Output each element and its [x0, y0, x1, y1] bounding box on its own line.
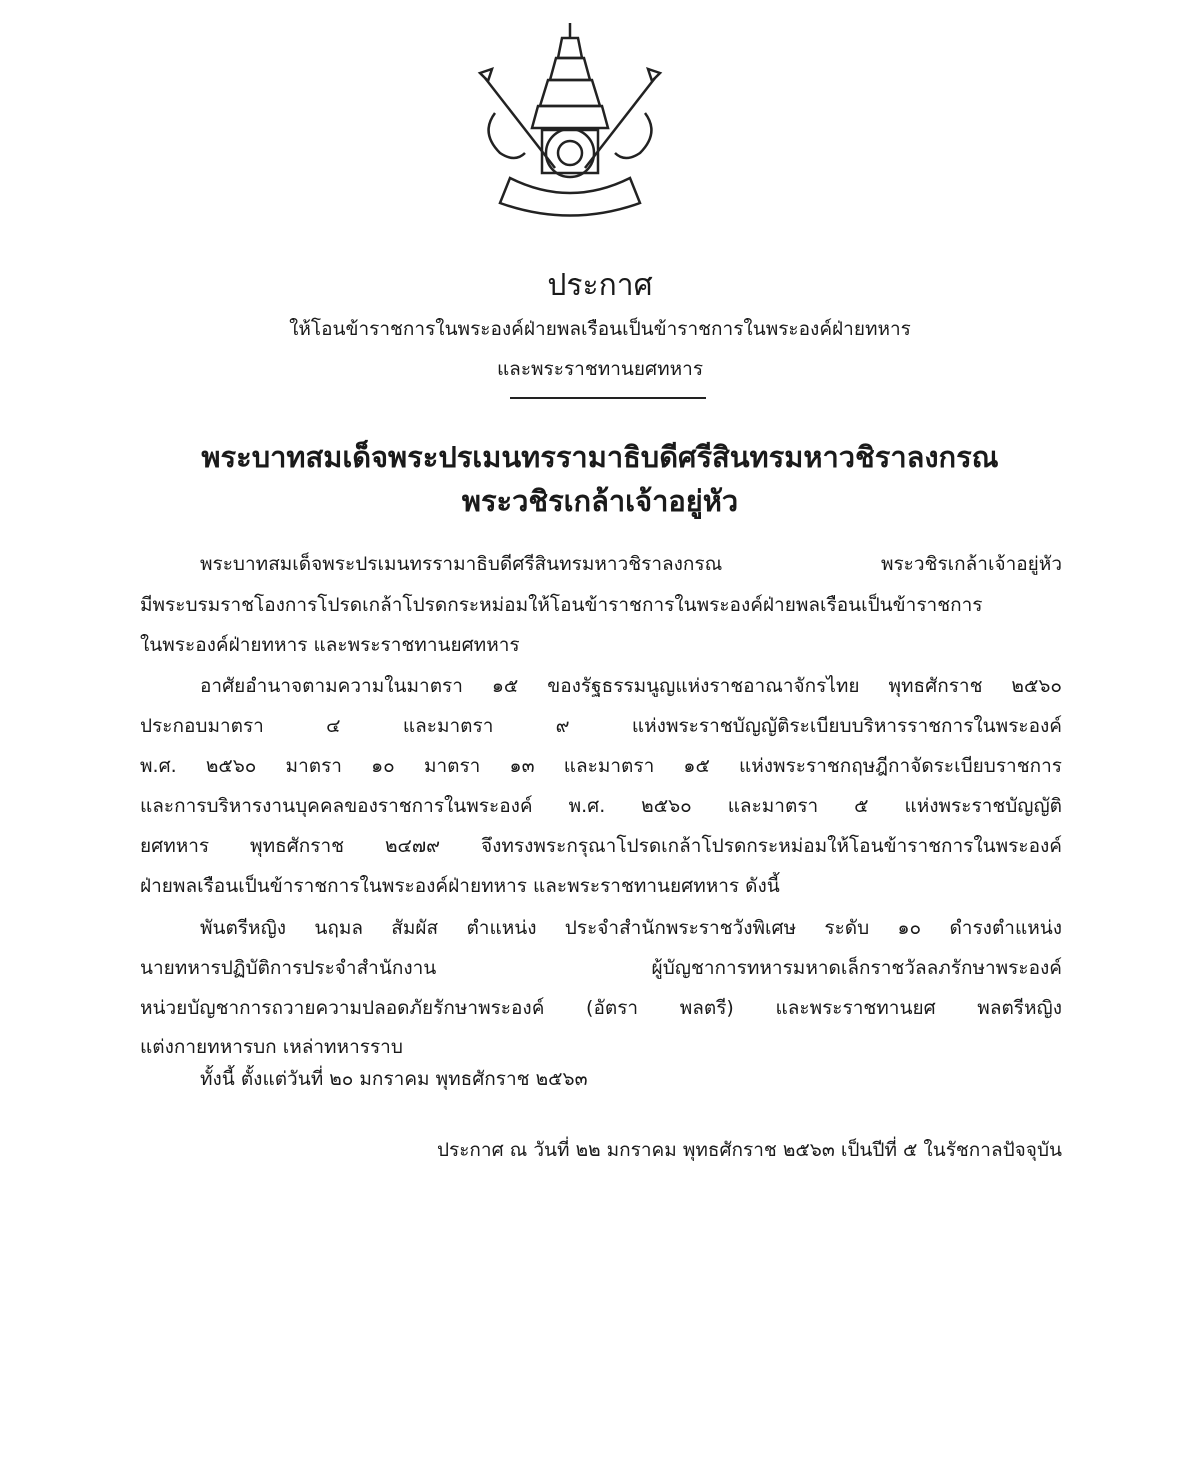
body-line: ยศทหาร พุทธศักราช ๒๔๗๙ จึงทรงพระกรุณาโปรดเกล้าโปรดกระหม่อมให้โอนข้าราชการในพระองค์ — [140, 835, 1062, 857]
body-line: ประกอบมาตรา ๔ และมาตรา ๙ แห่งพระราชบัญญัติระเบียบบริหารราชการในพระองค์ — [140, 715, 1062, 737]
body-line: หน่วยบัญชาการถวายความปลอดภัยรักษาพระองค์ (อัตรา พลตรี) และพระราชทานยศ พลตรีหญิง — [140, 997, 1062, 1019]
body-line: แต่งกายทหารบก เหล่าทหารราบ — [140, 1036, 403, 1058]
body-line: ฝ่ายพลเรือนเป็นข้าราชการในพระองค์ฝ่ายทหาร และพระราชทานยศทหาร ดังนี้ — [140, 875, 780, 897]
king-name-line-2: พระวชิรเกล้าเจ้าอยู่หัว — [461, 484, 739, 518]
body-line: และการบริหารงานบุคคลของราชการในพระองค์ พ.ศ. ๒๕๖๐ และมาตรา ๕ แห่งพระราชบัญญัติ — [140, 795, 1062, 817]
subtitle-line-1: ให้โอนข้าราชการในพระองค์ฝ่ายพลเรือนเป็นข้าราชการในพระองค์ฝ่ายทหาร — [289, 318, 911, 340]
closing-date: ประกาศ ณ วันที่ ๒๒ มกราคม พุทธศักราช ๒๕๖๓ เป็นปีที่ ๕ ในรัชกาลปัจจุบัน — [436, 1139, 1062, 1161]
body-line: พ.ศ. ๒๕๖๐ มาตรา ๑๐ มาตรา ๑๓ และมาตรา ๑๕ แห่งพระราชกฤษฎีกาจัดระเบียบราชการ — [140, 755, 1062, 777]
body-line: นายทหารปฏิบัติการประจำสำนักงาน ผู้บัญชาการทหารมหาดเล็กราชวัลลภรักษาพระองค์ — [140, 957, 1062, 979]
royal-emblem — [470, 18, 670, 218]
divider — [510, 397, 706, 399]
body-line: พระบาทสมเด็จพระปรเมนทรรามาธิบดีศรีสินทรมหาวชิราลงกรณ พระวชิรเกล้าเจ้าอยู่หัว — [200, 553, 1062, 575]
body-line: ในพระองค์ฝ่ายทหาร และพระราชทานยศทหาร — [140, 634, 520, 656]
body-line: มีพระบรมราชโองการโปรดเกล้าโปรดกระหม่อมให้โอนข้าราชการในพระองค์ฝ่ายพลเรือนเป็นข้าราชการ — [140, 594, 983, 616]
body-line: พันตรีหญิง นฤมล สัมผัส ตำแหน่ง ประจำสำนักพระราชวังพิเศษ ระดับ ๑๐ ดำรงตำแหน่ง — [200, 917, 1062, 939]
effective-date-line: ทั้งนี้ ตั้งแต่วันที่ ๒๐ มกราคม พุทธศักราช ๒๕๖๓ — [200, 1068, 588, 1090]
body-line: อาศัยอำนาจตามความในมาตรา ๑๕ ของรัฐธรรมนูญแห่งราชอาณาจักรไทย พุทธศักราช ๒๕๖๐ — [200, 675, 1062, 697]
king-name-line-1: พระบาทสมเด็จพระปรเมนทรรามาธิบดีศรีสินทรมหาวชิราลงกรณ — [201, 440, 999, 474]
document-title: ประกาศ — [547, 268, 653, 303]
subtitle-line-2: และพระราชทานยศทหาร — [496, 358, 704, 380]
